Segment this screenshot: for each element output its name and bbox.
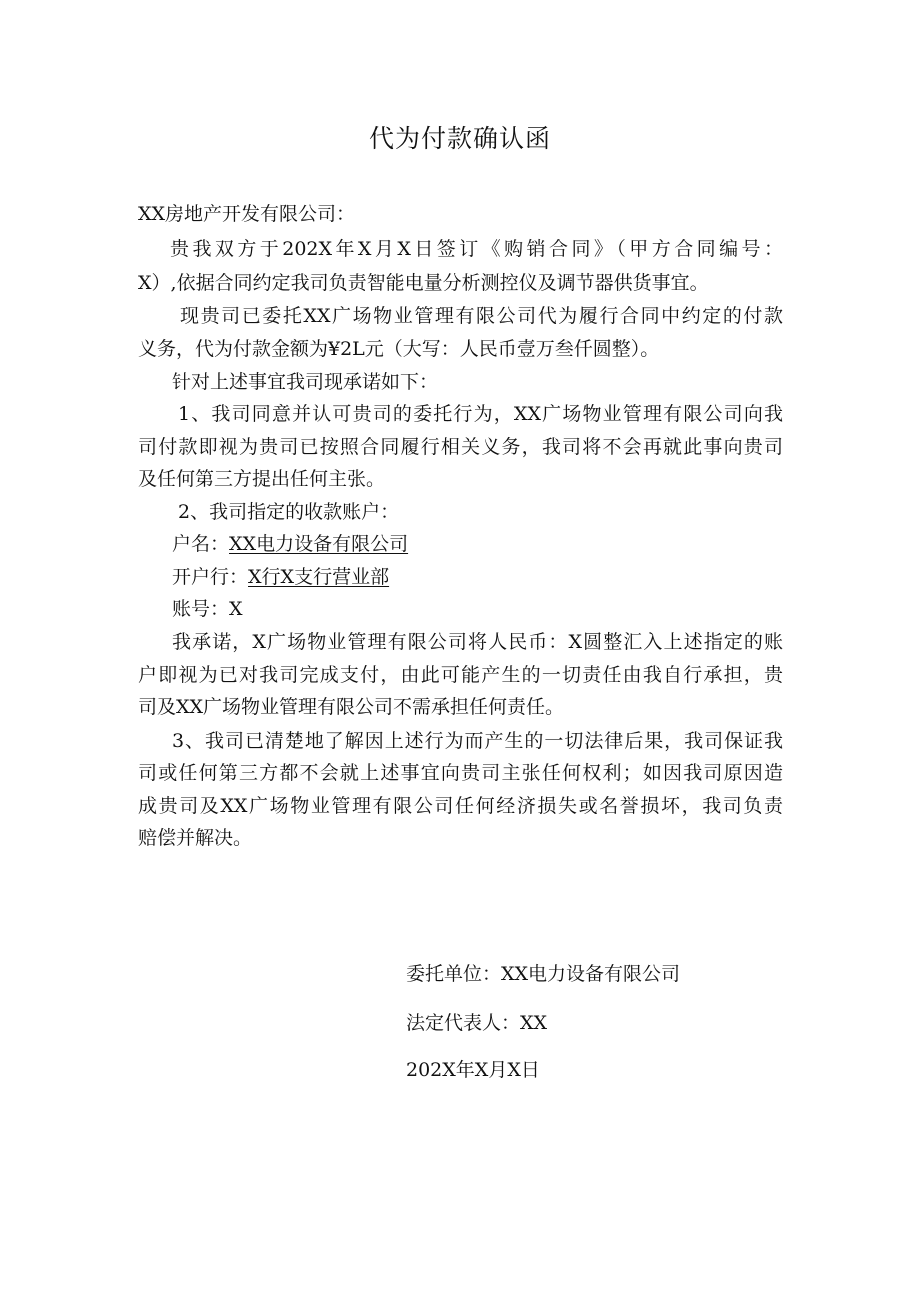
item3-line4: 赔偿并解决。 <box>138 827 253 849</box>
item1-line2: 司付款即视为贵司已按照合同履行相关义务，我司将不会再就此事向贵司 <box>138 436 783 458</box>
account-name-label: 户名： <box>172 533 230 555</box>
signature-legal-representative: 法定代表人：XX <box>406 1012 548 1034</box>
item3-line1: 3、我司已清楚地了解因上述行为而产生的一切法律后果，我司保证我 <box>172 730 783 752</box>
para1-line2: X）,依据合同约定我司负责智能电量分析测控仪及调节器供货事宜。 <box>138 272 709 294</box>
promise-line2: 户即视为已对我司完成支付，由此可能产生的一切责任由我自行承担，贵 <box>138 664 783 686</box>
para1-line1: 贵我双方于202X年X月X日签订《购销合同》（甲方合同编号： <box>170 238 783 260</box>
para3: 针对上述事宜我司现承诺如下： <box>172 371 439 393</box>
document-title: 代为付款确认函 <box>368 124 551 153</box>
para2-line2: 义务，代为付款金额为¥2L元（大写：人民币壹万叁仟圆整）。 <box>138 338 660 360</box>
account-number-value: X <box>229 598 243 620</box>
para2-line1: 现贵司已委托XX广场物业管理有限公司代为履行合同中约定的付款 <box>180 305 783 327</box>
item1-line1: 1、我司同意并认可贵司的委托行为，XX广场物业管理有限公司向我 <box>178 403 783 425</box>
promise-line1: 我承诺，X广场物业管理有限公司将人民币：X圆整汇入上述指定的账 <box>172 631 783 653</box>
account-bank-value: X行X支行营业部 <box>248 566 390 588</box>
account-name-value: XX电力设备有限公司 <box>229 533 409 555</box>
item2: 2、我司指定的收款账户： <box>178 501 400 523</box>
item3-line2: 司或任何第三方都不会就上述事宜向贵司主张任何权利；如因我司原因造 <box>138 762 783 784</box>
account-name-row <box>172 532 408 556</box>
addressee: XX房地产开发有限公司： <box>138 203 356 225</box>
promise-line3: 司及XX广场物业管理有限公司不需承担任何责任。 <box>138 696 565 718</box>
account-bank-row <box>172 565 389 589</box>
signature-date: 202X年X月X日 <box>406 1059 540 1081</box>
signature-entrusting-unit: 委托单位：XX电力设备有限公司 <box>406 963 681 985</box>
account-number-label: 账号： <box>172 598 230 620</box>
account-number-row <box>172 597 243 621</box>
account-bank-label: 开户行： <box>172 566 249 588</box>
item1-line3: 及任何第三方提出任何主张。 <box>138 468 386 490</box>
item3-line3: 成贵司及XX广场物业管理有限公司任何经济损失或名誉损坏，我司负责 <box>138 795 783 817</box>
